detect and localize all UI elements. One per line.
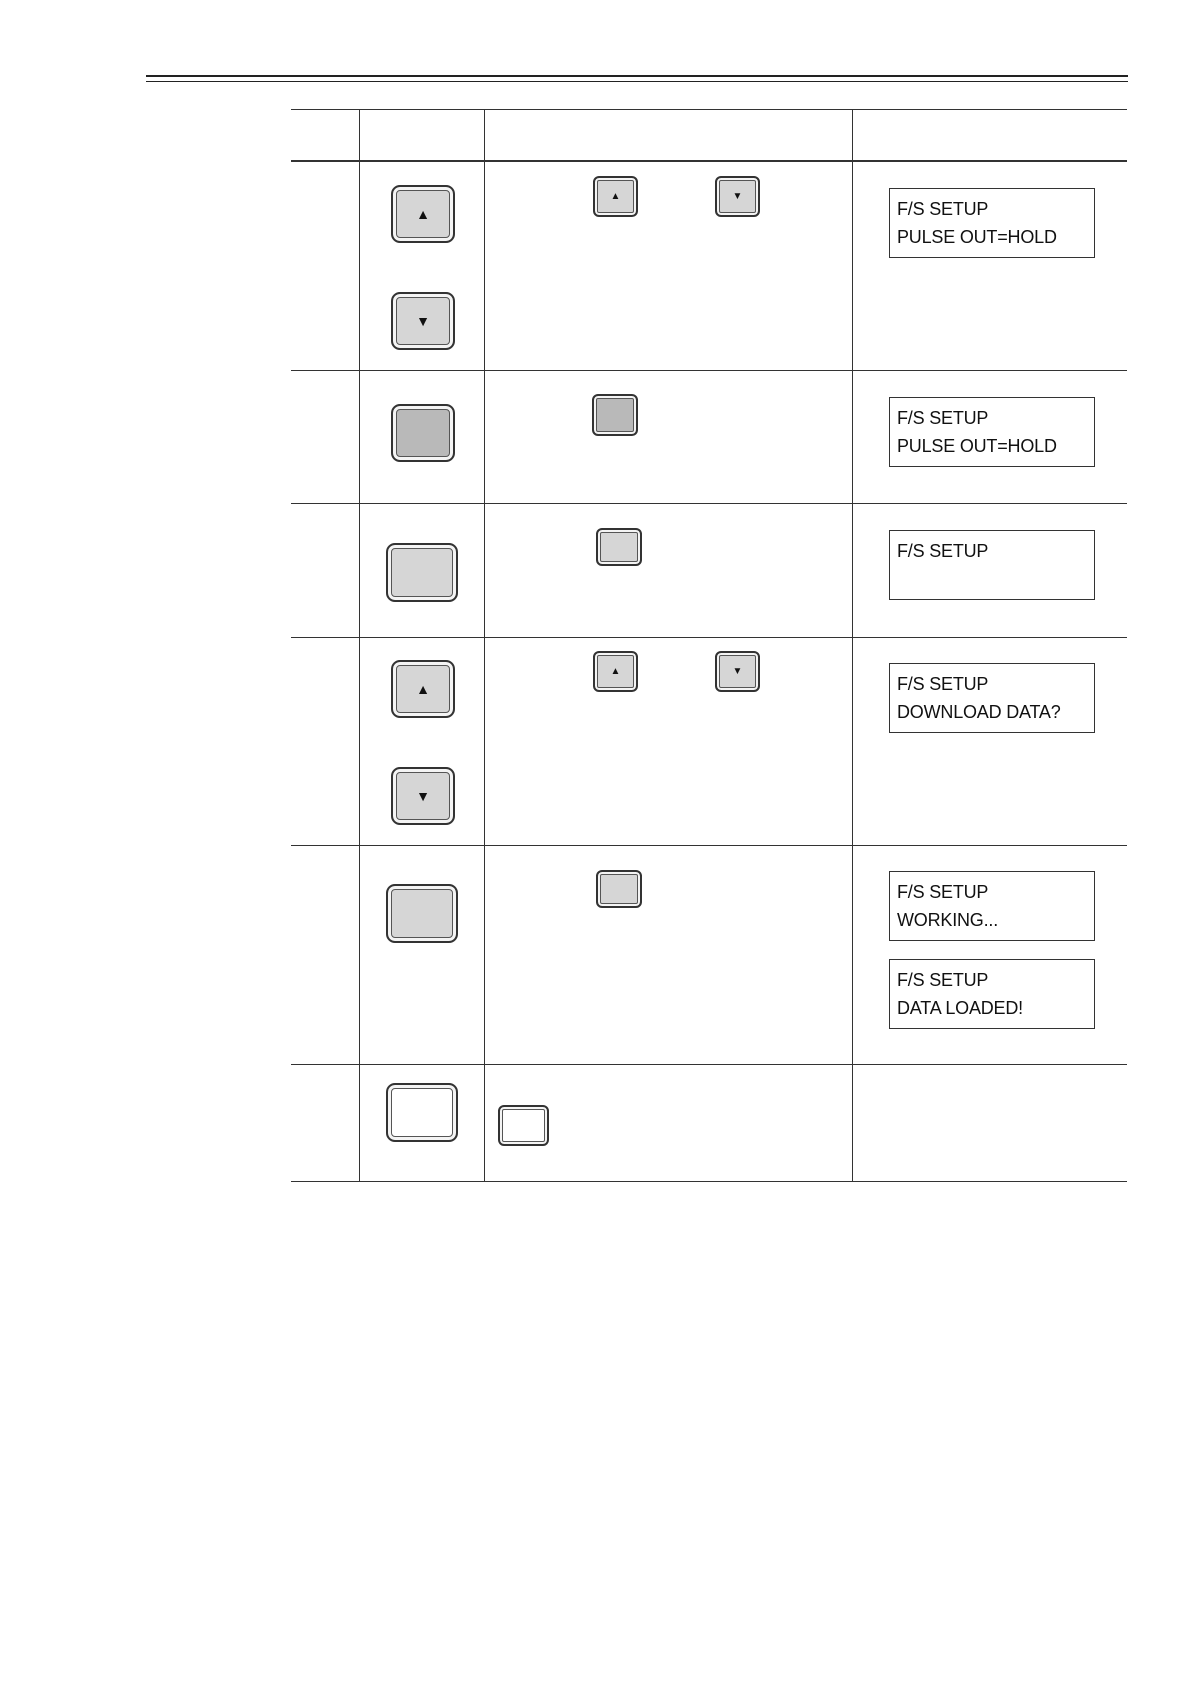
lcd-line-1: F/S SETUP [897,882,989,902]
up-arrow-icon: ▲ [416,681,430,697]
column-divider-2 [484,109,485,1182]
white-key [386,1083,458,1142]
lcd-line-2: DATA LOADED! [897,998,1023,1018]
inline-up-arrow-key [593,176,638,217]
table-header-border [291,160,1127,162]
row-divider-4 [291,845,1127,846]
inline-down-arrow-key [715,176,760,217]
up-arrow-icon: ▲ [610,190,621,202]
inline-gray-key [596,528,642,566]
up-arrow-key [391,185,455,243]
dark-key [391,404,455,462]
down-arrow-key [391,292,455,350]
inline-dark-key [592,394,638,436]
down-arrow-icon: ▼ [416,313,430,329]
lcd-line-1: F/S SETUP [897,541,989,561]
inline-white-key [498,1105,549,1146]
column-divider-3 [852,109,853,1182]
inline-up-arrow-key [593,651,638,692]
lcd-line-1: F/S SETUP [897,408,989,428]
lcd-line-2: DOWNLOAD DATA? [897,702,1061,722]
up-arrow-key [391,660,455,718]
inline-gray-key [596,870,642,908]
lcd-display [889,530,1095,600]
lcd-display-2 [889,959,1095,1029]
down-arrow-icon: ▼ [416,788,430,804]
up-arrow-icon: ▲ [610,665,621,677]
lcd-line-2: WORKING... [897,910,998,930]
row-divider-5 [291,1064,1127,1065]
lcd-display [889,188,1095,258]
column-divider-1 [359,109,360,1182]
row-divider-3 [291,637,1127,638]
lcd-display [889,871,1095,941]
gray-key [386,884,458,943]
lcd-line-1: F/S SETUP [897,674,989,694]
lcd-display [889,663,1095,733]
lcd-display [889,397,1095,467]
inline-down-arrow-key [715,651,760,692]
row-divider-1 [291,370,1127,371]
lcd-line-2 [897,565,1087,593]
up-arrow-icon: ▲ [416,206,430,222]
table-bottom-border [291,1181,1127,1182]
lcd-line-2: PULSE OUT=HOLD [897,436,1057,456]
header-rule-top [146,75,1128,77]
down-arrow-icon: ▼ [732,190,743,202]
header-rule-bottom [146,81,1128,82]
row-divider-2 [291,503,1127,504]
table-top-border [291,109,1127,110]
lcd-line-1: F/S SETUP [897,970,989,990]
lcd-line-1: F/S SETUP [897,199,989,219]
gray-key [386,543,458,602]
lcd-line-2: PULSE OUT=HOLD [897,227,1057,247]
down-arrow-icon: ▼ [732,665,743,677]
down-arrow-key [391,767,455,825]
